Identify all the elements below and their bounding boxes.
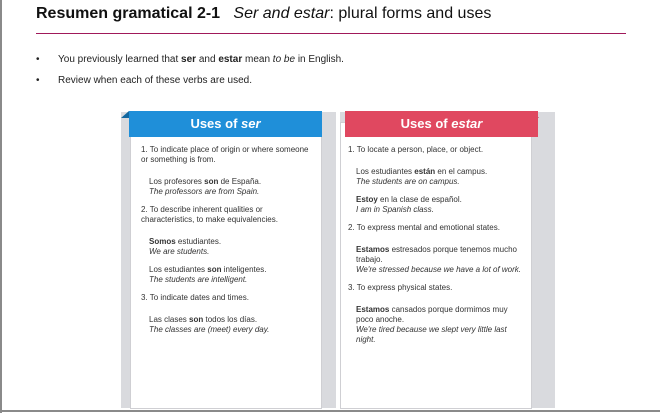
ser-header-label: Uses of: [190, 116, 242, 131]
ser-content: [141, 145, 313, 343]
estar-example-3: Estamos estresados porque tenemos mucho trabajo. We're stressed because we have a lot of work.: [356, 245, 522, 274]
ser-header-verb: ser: [241, 116, 261, 131]
estar-content: [348, 145, 524, 353]
bullet-item: [36, 74, 344, 88]
ser-example-3: Los estudiantes son inteligentes. The students are intelligent.: [149, 265, 267, 284]
estar-example-1: Los estudiantes están en el campus. The students are on campus.: [356, 167, 488, 186]
bullet-tobe: to be: [272, 54, 296, 65]
bullet-icon: •: [36, 54, 40, 65]
bullet-estar: estar: [218, 54, 243, 65]
bullet-item: [36, 53, 344, 67]
bullet-text: and: [196, 54, 219, 65]
ser-example-2: Somos estudiantes. We are students.: [149, 237, 222, 256]
ser-example-4: Las clases son todos los días. The classes are (meet) every day.: [149, 315, 270, 334]
estar-use-3: 3. To express physical states.: [348, 283, 453, 292]
bullet-text: in English.: [295, 54, 344, 65]
estar-header-label: Uses of: [400, 116, 452, 131]
ser-header: [129, 111, 322, 137]
title-divider: [36, 33, 626, 34]
bullet-icon: •: [36, 75, 40, 86]
estar-header: [345, 111, 538, 137]
estar-example-2: Estoy en la clase de español. I am in Spanish class.: [356, 195, 462, 214]
estar-example-4: Estamos cansados porque dormimos muy poco anoche. We're tired because we slept very little last night.: [356, 305, 508, 344]
bullet-ser: ser: [181, 54, 197, 65]
title-subtitle: [233, 5, 491, 22]
bullet-list: [36, 53, 344, 95]
left-border: [0, 0, 2, 413]
bullet-text: Review when each of these verbs are used.: [58, 75, 252, 86]
bullet-text: You previously learned that: [58, 54, 182, 65]
ser-fold: [121, 111, 129, 118]
ser-example-1: Los profesores son de España. The professors are from Spain.: [149, 177, 262, 196]
title-italic: Ser and estar: [233, 5, 330, 22]
estar-use-1: 1. To locate a person, place, or object.: [348, 145, 484, 154]
bullet-text: mean: [242, 54, 273, 65]
ser-use-1: 1. To indicate place of origin or where someone or something is from.: [141, 145, 309, 164]
title-bold: Resumen gramatical 2-1: [36, 5, 221, 22]
ser-use-2: 2. To describe inherent qualities or characteristics, to make equivalencies.: [141, 205, 278, 224]
ser-use-3: 3. To indicate dates and times.: [141, 293, 249, 302]
estar-header-verb: estar: [451, 116, 483, 131]
estar-use-2: 2. To express mental and emotional states.: [348, 223, 500, 232]
bottom-border: [0, 410, 660, 412]
page-title: [36, 4, 491, 24]
title-rest: : plural forms and uses: [329, 5, 492, 22]
